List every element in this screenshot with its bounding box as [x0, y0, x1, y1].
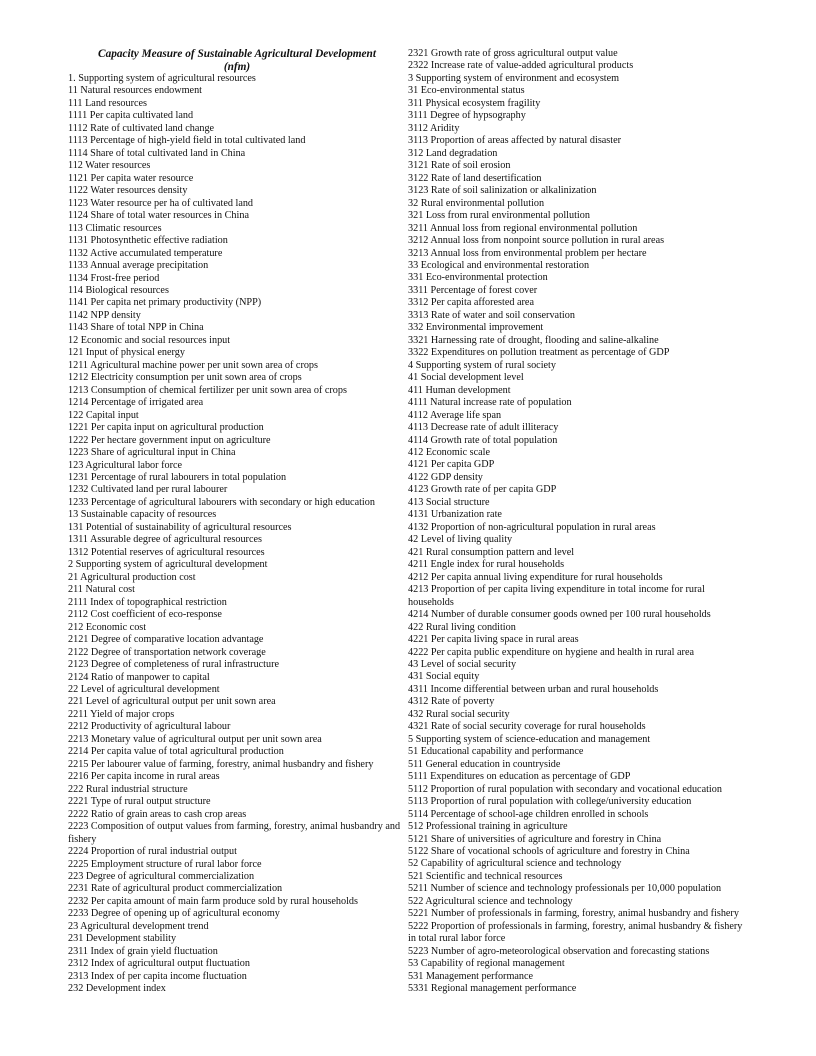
- indicator-item: 2215 Per labourer value of farming, forestry, animal husbandry and fishery: [68, 758, 374, 770]
- indicator-item: 2224 Proportion of rural industrial output: [68, 846, 237, 858]
- indicator-item: 1131 Photosynthetic effective radiation: [68, 235, 228, 247]
- indicator-item: 112 Water resources: [68, 160, 151, 172]
- document-title: Capacity Measure of Sustainable Agricultural Development: [98, 48, 376, 60]
- indicator-item: 531 Management performance: [408, 970, 534, 982]
- indicator-item: 421 Rural consumption pattern and level: [408, 546, 575, 558]
- indicator-item: 3322 Expenditures on pollution treatment as percentage of GDP: [408, 347, 670, 359]
- indicator-item: 2311 Index of grain yield fluctuation: [68, 945, 218, 957]
- indicator-item: 522 Agricultural science and technology: [408, 895, 573, 907]
- indicator-item: 2124 Ratio of manpower to capital: [68, 671, 210, 683]
- indicator-item: 3122 Rate of land desertification: [408, 172, 542, 184]
- indicator-item: 411 Human development: [408, 384, 511, 396]
- indicator-item: 413 Social structure: [408, 496, 490, 508]
- indicator-item: 2221 Type of rural output structure: [68, 796, 211, 808]
- indicator-item: 2211 Yield of major crops: [68, 708, 175, 720]
- indicator-item: 321 Loss from rural environmental pollution: [408, 210, 590, 222]
- indicator-item: 211 Natural cost: [68, 584, 135, 596]
- indicator-item: 4131 Urbanization rate: [408, 509, 502, 521]
- indicator-item: 5113 Proportion of rural population with college/university education: [408, 796, 692, 808]
- indicator-item: 1141 Per capita net primary productivity (NPP): [68, 297, 262, 309]
- indicator-item: 2322 Increase rate of value-added agricultural products: [408, 60, 634, 72]
- indicator-item: 5221 Number of professionals in farming, forestry, animal husbandry and fishery: [408, 908, 739, 920]
- indicator-item: 2216 Per capita income in rural areas: [68, 771, 220, 783]
- indicator-item: 2233 Degree of opening up of agricultural economy: [68, 908, 280, 920]
- indicator-item: 2121 Degree of comparative location advantage: [68, 634, 264, 646]
- indicator-item: 42 Level of living quality: [408, 534, 513, 546]
- left-indicator-list: [68, 73, 406, 996]
- indicator-item: 1213 Consumption of chemical fertilizer per unit sown area of crops: [68, 384, 347, 396]
- indicator-item: 3 Supporting system of environment and ecosystem: [408, 72, 620, 84]
- indicator-item: 4221 Per capita living space in rural areas: [408, 634, 579, 646]
- indicator-item: 3111 Degree of hypsography: [408, 110, 526, 122]
- indicator-item: 5111 Expenditures on education as percentage of GDP: [408, 771, 631, 783]
- indicator-item: 3121 Rate of soil erosion: [408, 160, 511, 172]
- indicator-item: 33 Ecological and environmental restoration: [408, 259, 590, 271]
- indicator-item: 521 Scientific and technical resources: [408, 870, 563, 882]
- indicator-item: 2213 Monetary value of agricultural output per unit sown area: [68, 733, 322, 745]
- indicator-item: 232 Development index: [68, 983, 166, 995]
- indicator-item: 22 Level of agricultural development: [68, 683, 220, 695]
- indicator-item: 231 Development stability: [68, 933, 177, 945]
- indicator-item: 1122 Water resources density: [68, 185, 188, 197]
- indicator-item: 43 Level of social security: [408, 658, 517, 670]
- indicator-item: 3213 Annual loss from environmental problem per hectare: [408, 247, 647, 259]
- indicator-item: 2222 Ratio of grain areas to cash crop areas: [68, 808, 247, 820]
- indicator-item: 3113 Proportion of areas affected by natural disaster: [408, 135, 622, 147]
- indicator-item: 5222 Proportion of professionals in farming, forestry, animal husbandry & fishery in total rural labor force: [408, 920, 743, 945]
- indicator-item: 4114 Growth rate of total population: [408, 434, 558, 446]
- indicator-item: 113 Climatic resources: [68, 222, 162, 234]
- indicator-item: 331 Eco-environmental protection: [408, 272, 548, 284]
- indicator-item: 51 Educational capability and performance: [408, 746, 584, 758]
- indicator-item: 1132 Active accumulated temperature: [68, 247, 223, 259]
- indicator-item: 1113 Percentage of high-yield field in total cultivated land: [68, 135, 306, 147]
- indicator-item: 41 Social development level: [408, 372, 524, 384]
- indicator-item: 1311 Assurable degree of agricultural resources: [68, 534, 262, 546]
- indicator-item: 1112 Rate of cultivated land change: [68, 122, 215, 134]
- indicator-item: 511 General education in countryside: [408, 758, 561, 770]
- indicator-item: 2111 Index of topographical restriction: [68, 596, 227, 608]
- indicator-item: 1232 Cultivated land per rural labourer: [68, 484, 228, 496]
- indicator-item: 4132 Proportion of non-agricultural population in rural areas: [408, 521, 656, 533]
- indicator-item: 2212 Productivity of agricultural labour: [68, 721, 231, 733]
- indicator-item: 1121 Per capita water resource: [68, 172, 194, 184]
- left-column: [68, 48, 406, 996]
- indicator-item: 31 Eco-environmental status: [408, 85, 525, 97]
- indicator-item: 1231 Percentage of rural labourers in total population: [68, 472, 287, 483]
- indicator-item: 4 Supporting system of rural society: [408, 359, 556, 371]
- indicator-item: 5 Supporting system of science-education and management: [408, 733, 651, 745]
- indicator-item: 2312 Index of agricultural output fluctuation: [68, 958, 250, 970]
- indicator-item: 21 Agricultural production cost: [68, 571, 196, 583]
- indicator-item: 1233 Percentage of agricultural labourers with secondary or high education: [68, 496, 375, 508]
- indicator-item: 1133 Annual average precipitation: [68, 260, 209, 272]
- indicator-item: 114 Biological resources: [68, 284, 169, 296]
- indicator-item: 4123 Growth rate of per capita GDP: [408, 484, 557, 496]
- indicator-item: 1222 Per hectare government input on agriculture: [68, 434, 271, 446]
- indicator-item: 53 Capability of regional management: [408, 958, 565, 970]
- indicator-item: 1114 Share of total cultivated land in China: [68, 147, 246, 159]
- indicator-item: 432 Rural social security: [408, 708, 510, 720]
- indicator-item: 2112 Cost coefficient of eco-response: [68, 609, 222, 621]
- indicator-item: 4213 Proportion of per capita living expenditure in total income for rural households: [408, 584, 705, 608]
- indicator-item: 221 Level of agricultural output per unit sown area: [68, 696, 276, 708]
- indicator-item: 4111 Natural increase rate of population: [408, 397, 572, 409]
- indicator-item: 123 Agricultural labor force: [68, 459, 183, 471]
- indicator-item: 4113 Decrease rate of adult illiteracy: [408, 422, 559, 434]
- indicator-item: 1214 Percentage of irrigated area: [68, 397, 204, 409]
- indicator-item: 5211 Number of science and technology professionals per 10,000 population: [408, 883, 722, 895]
- indicator-item: 222 Rural industrial structure: [68, 783, 188, 795]
- indicator-item: 2123 Degree of completeness of rural infrastructure: [68, 659, 280, 671]
- indicator-item: 52 Capability of agricultural science and technology: [408, 858, 622, 870]
- indicator-item: 111 Land resources: [68, 97, 148, 109]
- indicator-item: 2122 Degree of transportation network coverage: [68, 646, 266, 658]
- indicator-item: 2223 Composition of output values from farming, forestry, animal husbandry and fishery: [68, 821, 401, 845]
- indicator-item: 4312 Rate of poverty: [408, 696, 495, 708]
- indicator-item: 2232 Per capita amount of main farm produce sold by rural households: [68, 895, 358, 907]
- indicator-item: 212 Economic cost: [68, 621, 147, 633]
- indicator-item: 2231 Rate of agricultural product commercialization: [68, 883, 283, 895]
- indicator-item: 4214 Number of durable consumer goods owned per 100 rural households: [408, 609, 711, 621]
- indicator-item: 3313 Rate of water and soil conservation: [408, 309, 575, 321]
- indicator-item: 1124 Share of total water resources in China: [68, 210, 249, 222]
- indicator-item: 332 Environmental improvement: [408, 322, 544, 334]
- indicator-item: 1312 Potential reserves of agricultural resources: [68, 546, 265, 558]
- indicator-item: 4212 Per capita annual living expenditure for rural households: [408, 571, 663, 583]
- indicator-item: 5121 Share of universities of agriculture and forestry in China: [408, 833, 662, 845]
- indicator-item: 4211 Engle index for rural households: [408, 559, 565, 571]
- indicator-item: 2313 Index of per capita income fluctuation: [68, 970, 247, 982]
- right-column: [408, 48, 746, 996]
- indicator-item: 5331 Regional management performance: [408, 983, 577, 995]
- indicator-item: 23 Agricultural development trend: [68, 920, 209, 932]
- indicator-item: 4222 Per capita public expenditure on hygiene and health in rural area: [408, 646, 694, 658]
- indicator-item: 1223 Share of agricultural input in China: [68, 447, 236, 459]
- indicator-item: 32 Rural environmental pollution: [408, 197, 545, 209]
- indicator-item: 2225 Employment structure of rural labor force: [68, 858, 262, 870]
- indicator-item: 1142 NPP density: [68, 309, 141, 321]
- indicator-item: 3211 Annual loss from regional environmental pollution: [408, 222, 638, 234]
- indicator-item: 3311 Percentage of forest cover: [408, 284, 538, 296]
- indicator-item: 11 Natural resources endowment: [68, 85, 202, 97]
- indicator-item: 1. Supporting system of agricultural resources: [68, 73, 256, 84]
- indicator-item: 13 Sustainable capacity of resources: [68, 509, 217, 521]
- indicator-item: 3212 Annual loss from nonpoint source pollution in rural areas: [408, 235, 665, 247]
- indicator-item: 1143 Share of total NPP in China: [68, 322, 204, 334]
- indicator-item: 12 Economic and social resources input: [68, 334, 231, 346]
- indicator-item: 3112 Aridity: [408, 122, 460, 134]
- indicator-item: 1221 Per capita input on agricultural production: [68, 422, 264, 434]
- indicator-item: 5112 Proportion of rural population with secondary and vocational education: [408, 783, 722, 795]
- indicator-item: 122 Capital input: [68, 409, 139, 421]
- indicator-item: 422 Rural living condition: [408, 621, 516, 633]
- indicator-item: 1134 Frost-free period: [68, 272, 160, 284]
- indicator-item: 1123 Water resource per ha of cultivated land: [68, 197, 254, 209]
- indicator-item: 4311 Income differential between urban and rural households: [408, 683, 659, 695]
- indicator-item: 3312 Per capita afforested area: [408, 297, 534, 309]
- indicator-item: 121 Input of physical energy: [68, 347, 185, 359]
- indicator-item: 431 Social equity: [408, 671, 480, 683]
- indicator-item: 1111 Per capita cultivated land: [68, 110, 194, 122]
- indicator-item: 3123 Rate of soil salinization or alkalinization: [408, 185, 597, 197]
- right-indicator-list: [408, 48, 746, 996]
- indicator-item: 412 Economic scale: [408, 447, 491, 458]
- document-subtitle: (nfm): [223, 60, 251, 73]
- indicator-item: 2214 Per capita value of total agricultural production: [68, 746, 284, 758]
- indicator-item: 2321 Growth rate of gross agricultural output value: [408, 48, 618, 59]
- indicator-item: 5114 Percentage of school-age children enrolled in schools: [408, 808, 649, 820]
- indicator-item: 512 Professional training in agriculture: [408, 821, 568, 833]
- indicator-item: 312 Land degradation: [408, 147, 498, 159]
- indicator-item: 4121 Per capita GDP: [408, 459, 495, 471]
- indicator-item: 4112 Average life span: [408, 409, 502, 421]
- indicator-item: 1211 Agricultural machine power per unit sown area of crops: [68, 359, 318, 371]
- indicator-item: 1212 Electricity consumption per unit sown area of crops: [68, 372, 302, 384]
- indicator-item: 223 Degree of agricultural commercialization: [68, 871, 255, 882]
- indicator-item: 4122 GDP density: [408, 471, 483, 483]
- indicator-item: 5122 Share of vocational schools of agriculture and forestry in China: [408, 846, 690, 857]
- indicator-item: 3321 Harnessing rate of drought, flooding and saline-alkaline: [408, 334, 659, 346]
- indicator-item: 5223 Number of agro-meteorological observation and forecasting stations: [408, 945, 710, 957]
- indicator-item: 4321 Rate of social security coverage for rural households: [408, 721, 646, 733]
- indicator-item: 311 Physical ecosystem fragility: [408, 97, 541, 109]
- indicator-item: 2 Supporting system of agricultural development: [68, 559, 268, 571]
- indicator-item: 131 Potential of sustainability of agricultural resources: [68, 521, 292, 533]
